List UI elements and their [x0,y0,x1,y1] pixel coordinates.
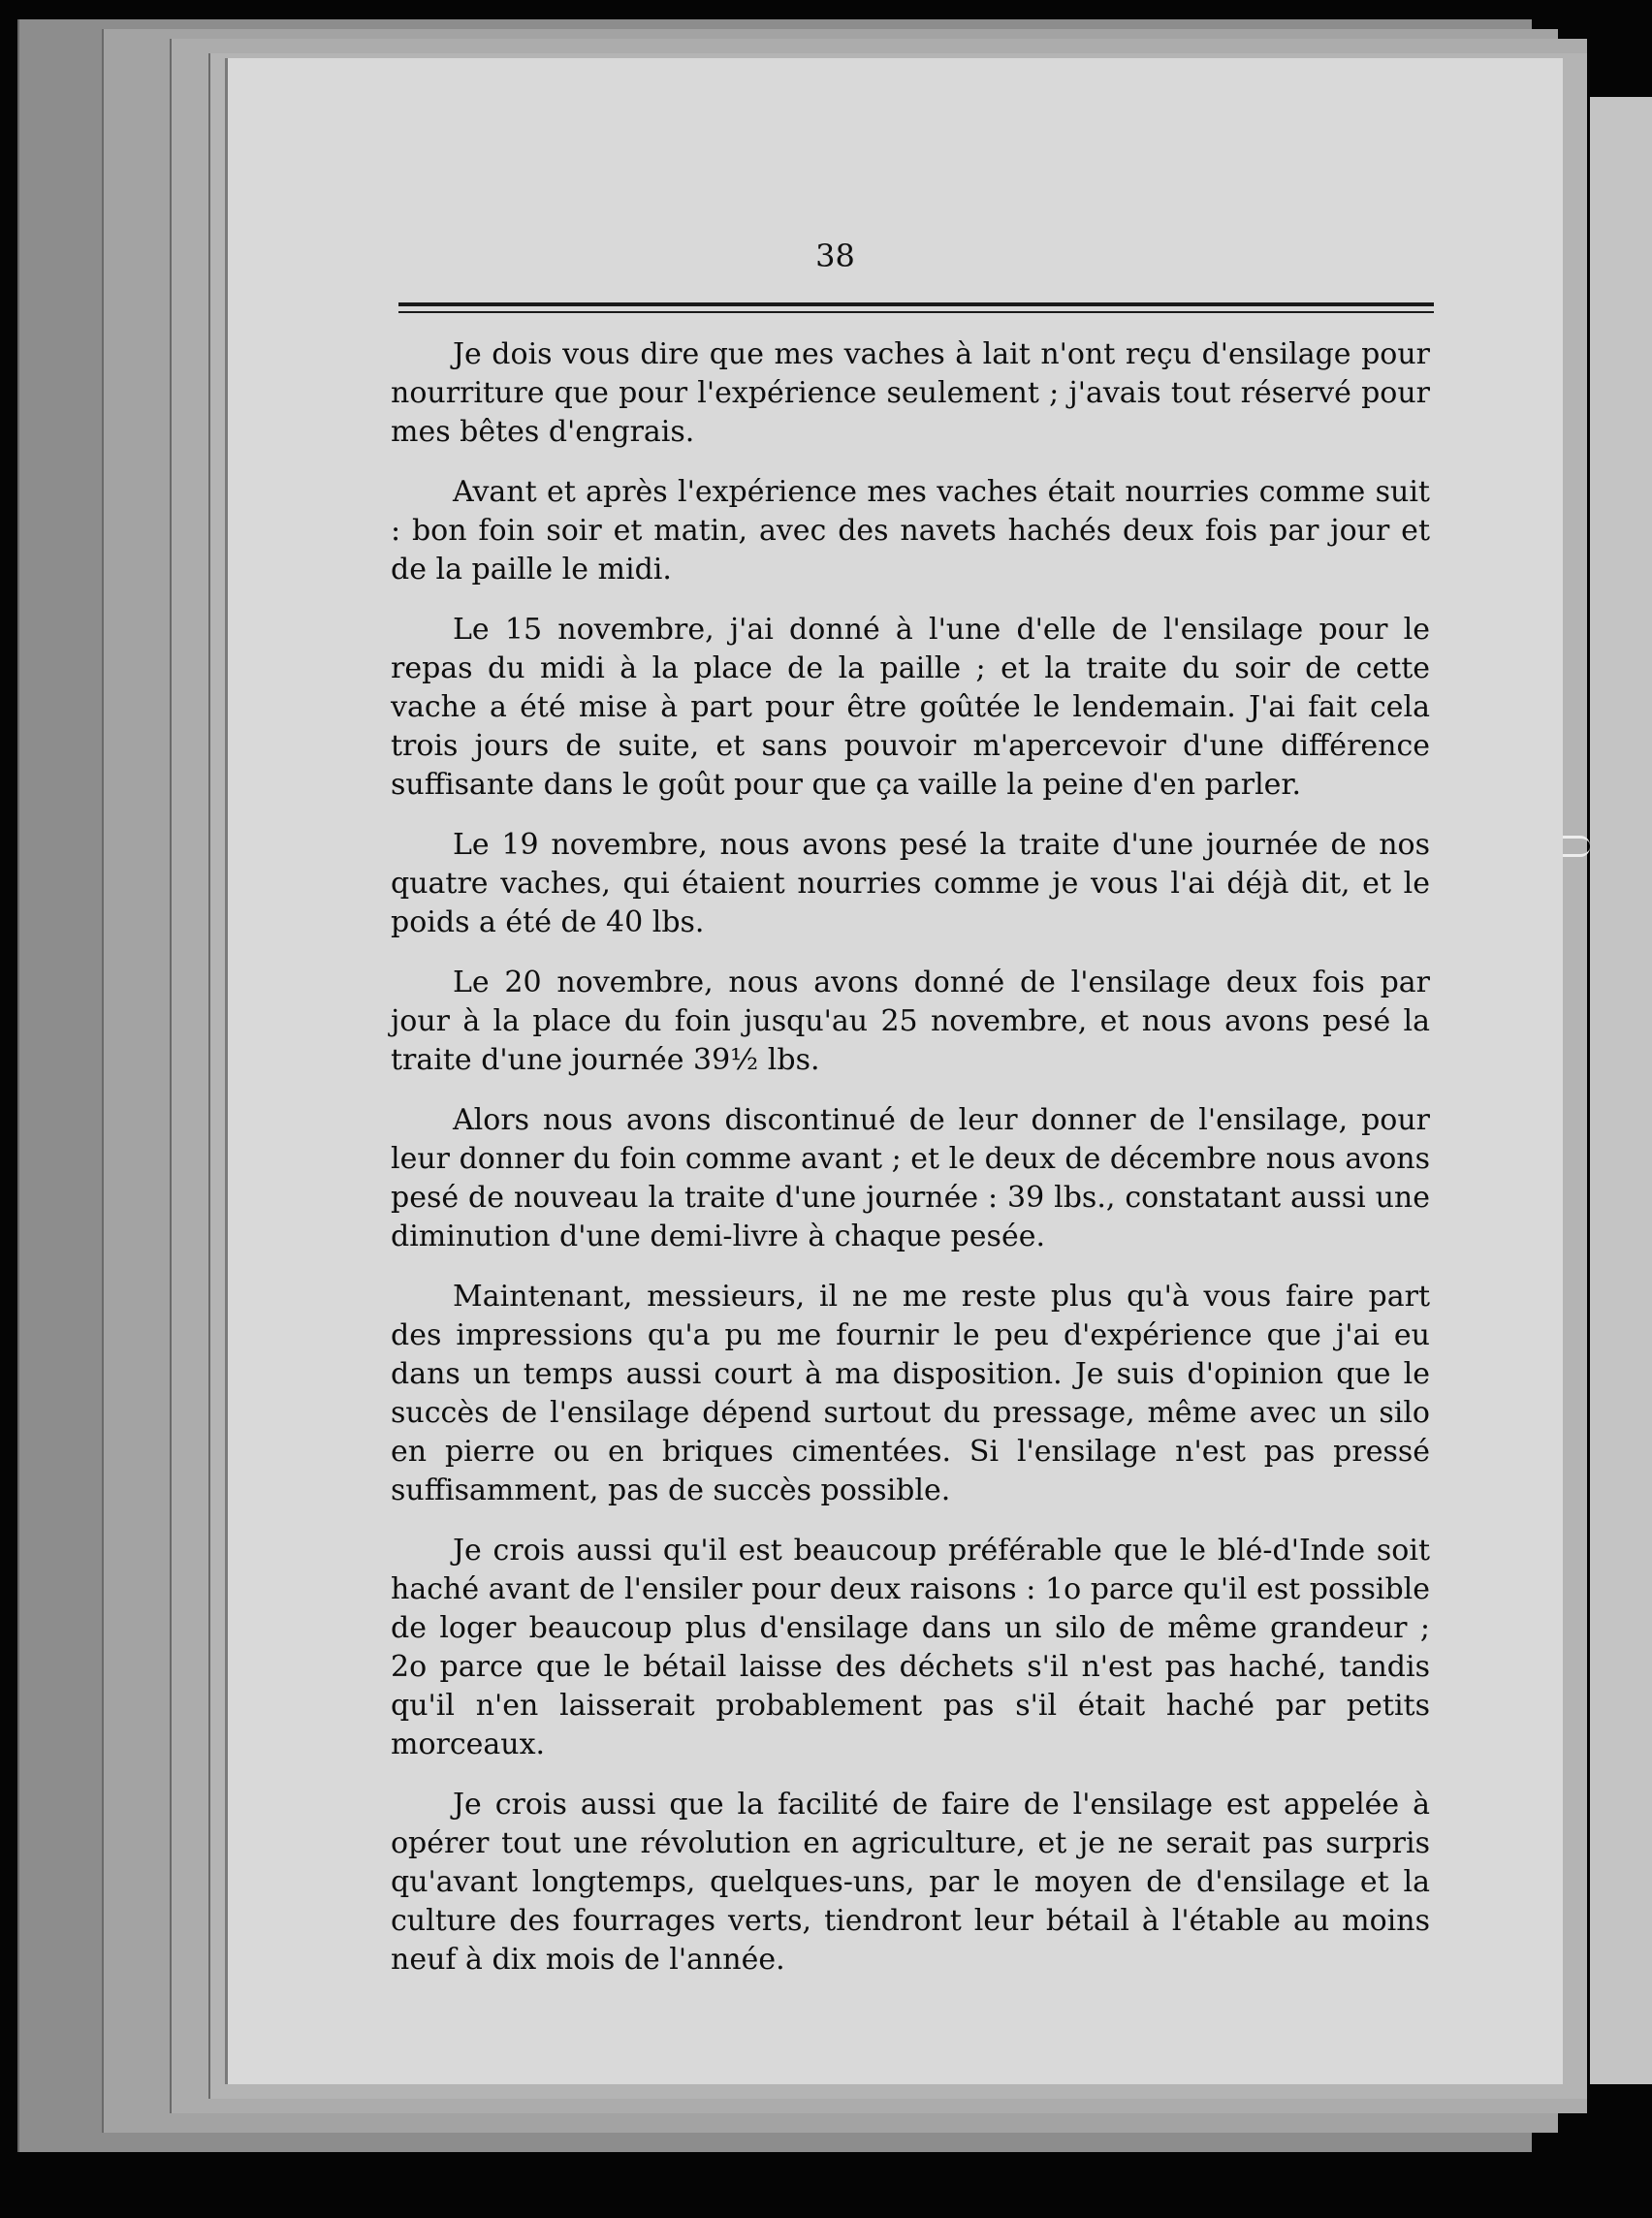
paragraph: Alors nous avons discontinué de leur donner de l'ensilage, pour leur donner du foin comme avant ; et le deux de décembre nous avons pesé de nouveau la traite d'une journée : 39 lbs., constatant aussi une diminution d'une demi-livre à chaque pesée. [391,1103,1430,1253]
header-rule-thick [398,302,1434,306]
paragraph: Maintenant, messieurs, il ne me reste plus qu'à vous faire part des impressions qu'a pu me fournir le peu d'expérience que j'ai eu dans un temps aussi court à ma disposition. Je suis d'opinion que le succès de l'ensilage dépend surtout du pressage, même avec un silo en pierre ou en briques cimentées. Si l'ensilage n'est pas pressé suffisamment, pas de succès possible. [391,1280,1430,1507]
body-text [391,335,1430,2001]
paragraph: Le 19 novembre, nous avons pesé la traite d'une journée de nos quatre vaches, qui étaient nourries comme je vous l'ai déjà dit, et le poids a été de 40 lbs. [391,828,1430,939]
page-number: 38 [815,238,855,274]
header-rule-thin [398,311,1434,313]
paragraph: Avant et après l'expérience mes vaches était nourries comme suit : bon foin soir et matin, avec des navets hachés deux fois par jour et de la paille le midi. [391,475,1430,586]
paragraph: Je crois aussi qu'il est beaucoup préférable que le blé-d'Inde soit haché avant de l'ensiler pour deux raisons : 1o parce qu'il est possible de loger beaucoup plus d'ensilage dans un silo de même grandeur ; 2o parce que le bétail laisse des déchets s'il n'est pas haché, tandis qu'il n'en laisserait probablement pas s'il était haché par petits morceaux. [391,1534,1430,1761]
paragraph: Le 15 novembre, j'ai donné à l'une d'elle de l'ensilage pour le repas du midi à la place de la paille ; et la traite du soir de cette vache a été mise à part pour être goûtée le lendemain. J'ai fait cela trois jours de suite, et sans pouvoir m'apercevoir d'une différence suffisante dans le goût pour que ça vaille la peine d'en parler. [391,613,1430,802]
adjacent-page-edge [1590,97,1652,2084]
paragraph: Je dois vous dire que mes vaches à lait n'ont reçu d'ensilage pour nourriture que pour l'expérience seulement ; j'avais tout réservé pour mes bêtes d'engrais. [391,337,1430,449]
paragraph: Le 20 novembre, nous avons donné de l'ensilage deux fois par jour à la place du foin jusqu'au 25 novembre, et nous avons pesé la traite d'une journée 39½ lbs. [391,966,1430,1077]
paragraph: Je crois aussi que la facilité de faire de l'ensilage est appelée à opérer tout une révolution en agriculture, et je ne serait pas surpris qu'avant longtemps, quelques-uns, par le moyen de d'ensilage et la culture des fourrages verts, tiendront leur bétail à l'étable au moins neuf à dix mois de l'année. [391,1788,1430,1977]
document-page [225,58,1563,2084]
